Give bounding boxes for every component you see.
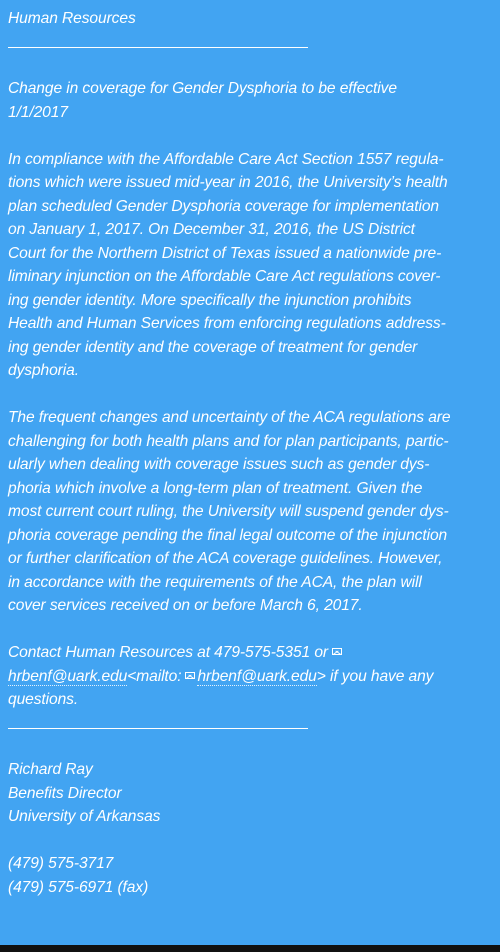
- paragraph-line: Health and Human Services from enforcing regulations address-: [8, 315, 446, 332]
- spacer: [8, 124, 496, 148]
- paragraph-line: dysphoria.: [8, 362, 79, 379]
- message-header: Human Resources: [8, 10, 136, 27]
- paragraph-line: ularly when dealing with coverage issues such as gender dys-: [8, 456, 430, 473]
- signature-name: Richard Ray: [8, 761, 93, 778]
- mail-icon: [185, 672, 195, 679]
- contact-line: questions.: [8, 691, 79, 708]
- spacer: [8, 383, 496, 407]
- subject-line: 1/1/2017: [8, 103, 68, 121]
- paragraph-line: The frequent changes and uncertainty of the ACA regulations are: [8, 409, 451, 426]
- contact-line: [8, 641, 496, 665]
- paragraph-line: in accordance with the requirements of the ACA, the plan will: [8, 573, 422, 591]
- phone-block: [8, 852, 496, 899]
- signature-org: University of Arkansas: [8, 808, 161, 825]
- bottom-bar: [0, 945, 500, 952]
- paragraph-line: tions which were issued mid-year in 2016, the University’s health: [8, 174, 448, 191]
- paragraph-line: phoria coverage pending the final legal outcome of the injunction: [8, 526, 448, 544]
- spacer: [8, 735, 496, 759]
- signature: [8, 758, 496, 829]
- spacer: [8, 54, 496, 78]
- fax-number: (479) 575-6971 (fax): [8, 878, 149, 896]
- paragraph-line: ing gender identity. More specifically the injunction prohibits: [8, 291, 412, 309]
- paragraph-line: phoria which involve a long-term plan of treatment. Given the: [8, 479, 423, 497]
- top-divider: [8, 47, 308, 48]
- mailto-email-link[interactable]: hrbenf@uark.edu: [197, 667, 317, 685]
- paragraph-line: ing gender identity and the coverage of treatment for gender: [8, 338, 418, 356]
- contact-prefix: Contact Human Resources at 479-575-5351 or: [8, 644, 328, 661]
- paragraph-line: Court for the Northern District of Texas issued a nationwide pre-: [8, 244, 442, 262]
- paragraph-line: or further clarification of the ACA coverage guidelines. However,: [8, 550, 443, 567]
- email-link[interactable]: hrbenf@uark.edu: [8, 667, 128, 685]
- mailto-open: <mailto:: [127, 667, 182, 685]
- paragraph-line: In compliance with the Affordable Care Act Section 1557 regula-: [8, 150, 444, 168]
- signature-title: Benefits Director: [8, 784, 122, 802]
- mail-icon: [332, 648, 342, 655]
- contact-paragraph: [8, 641, 496, 712]
- paragraph-line: liminary injunction on the Affordable Care Act regulations cover-: [8, 268, 441, 285]
- paragraph-line: most current court ruling, the University will suspend gender dys-: [8, 503, 449, 520]
- mailto-close: >: [316, 667, 326, 685]
- paragraph-line: plan scheduled Gender Dysphoria coverage for implementation: [8, 197, 439, 215]
- spacer: [8, 829, 496, 853]
- contact-line: [8, 665, 496, 689]
- subject-line: Change in coverage for Gender Dysphoria to be effective: [8, 80, 397, 97]
- bottom-divider: [8, 728, 308, 729]
- phone-number: (479) 575-3717: [8, 855, 114, 872]
- paragraph-line: challenging for both health plans and for plan participants, partic-: [8, 432, 449, 450]
- paragraph-1: [8, 148, 496, 383]
- paragraph-line: on January 1, 2017. On December 31, 2016, the US District: [8, 221, 415, 238]
- message-body: [8, 7, 496, 899]
- paragraph-2: [8, 406, 496, 618]
- paragraph-line: cover services received on or before March 6, 2017.: [8, 597, 363, 614]
- contact-suffix: if you have any: [325, 667, 434, 685]
- spacer: [8, 618, 496, 642]
